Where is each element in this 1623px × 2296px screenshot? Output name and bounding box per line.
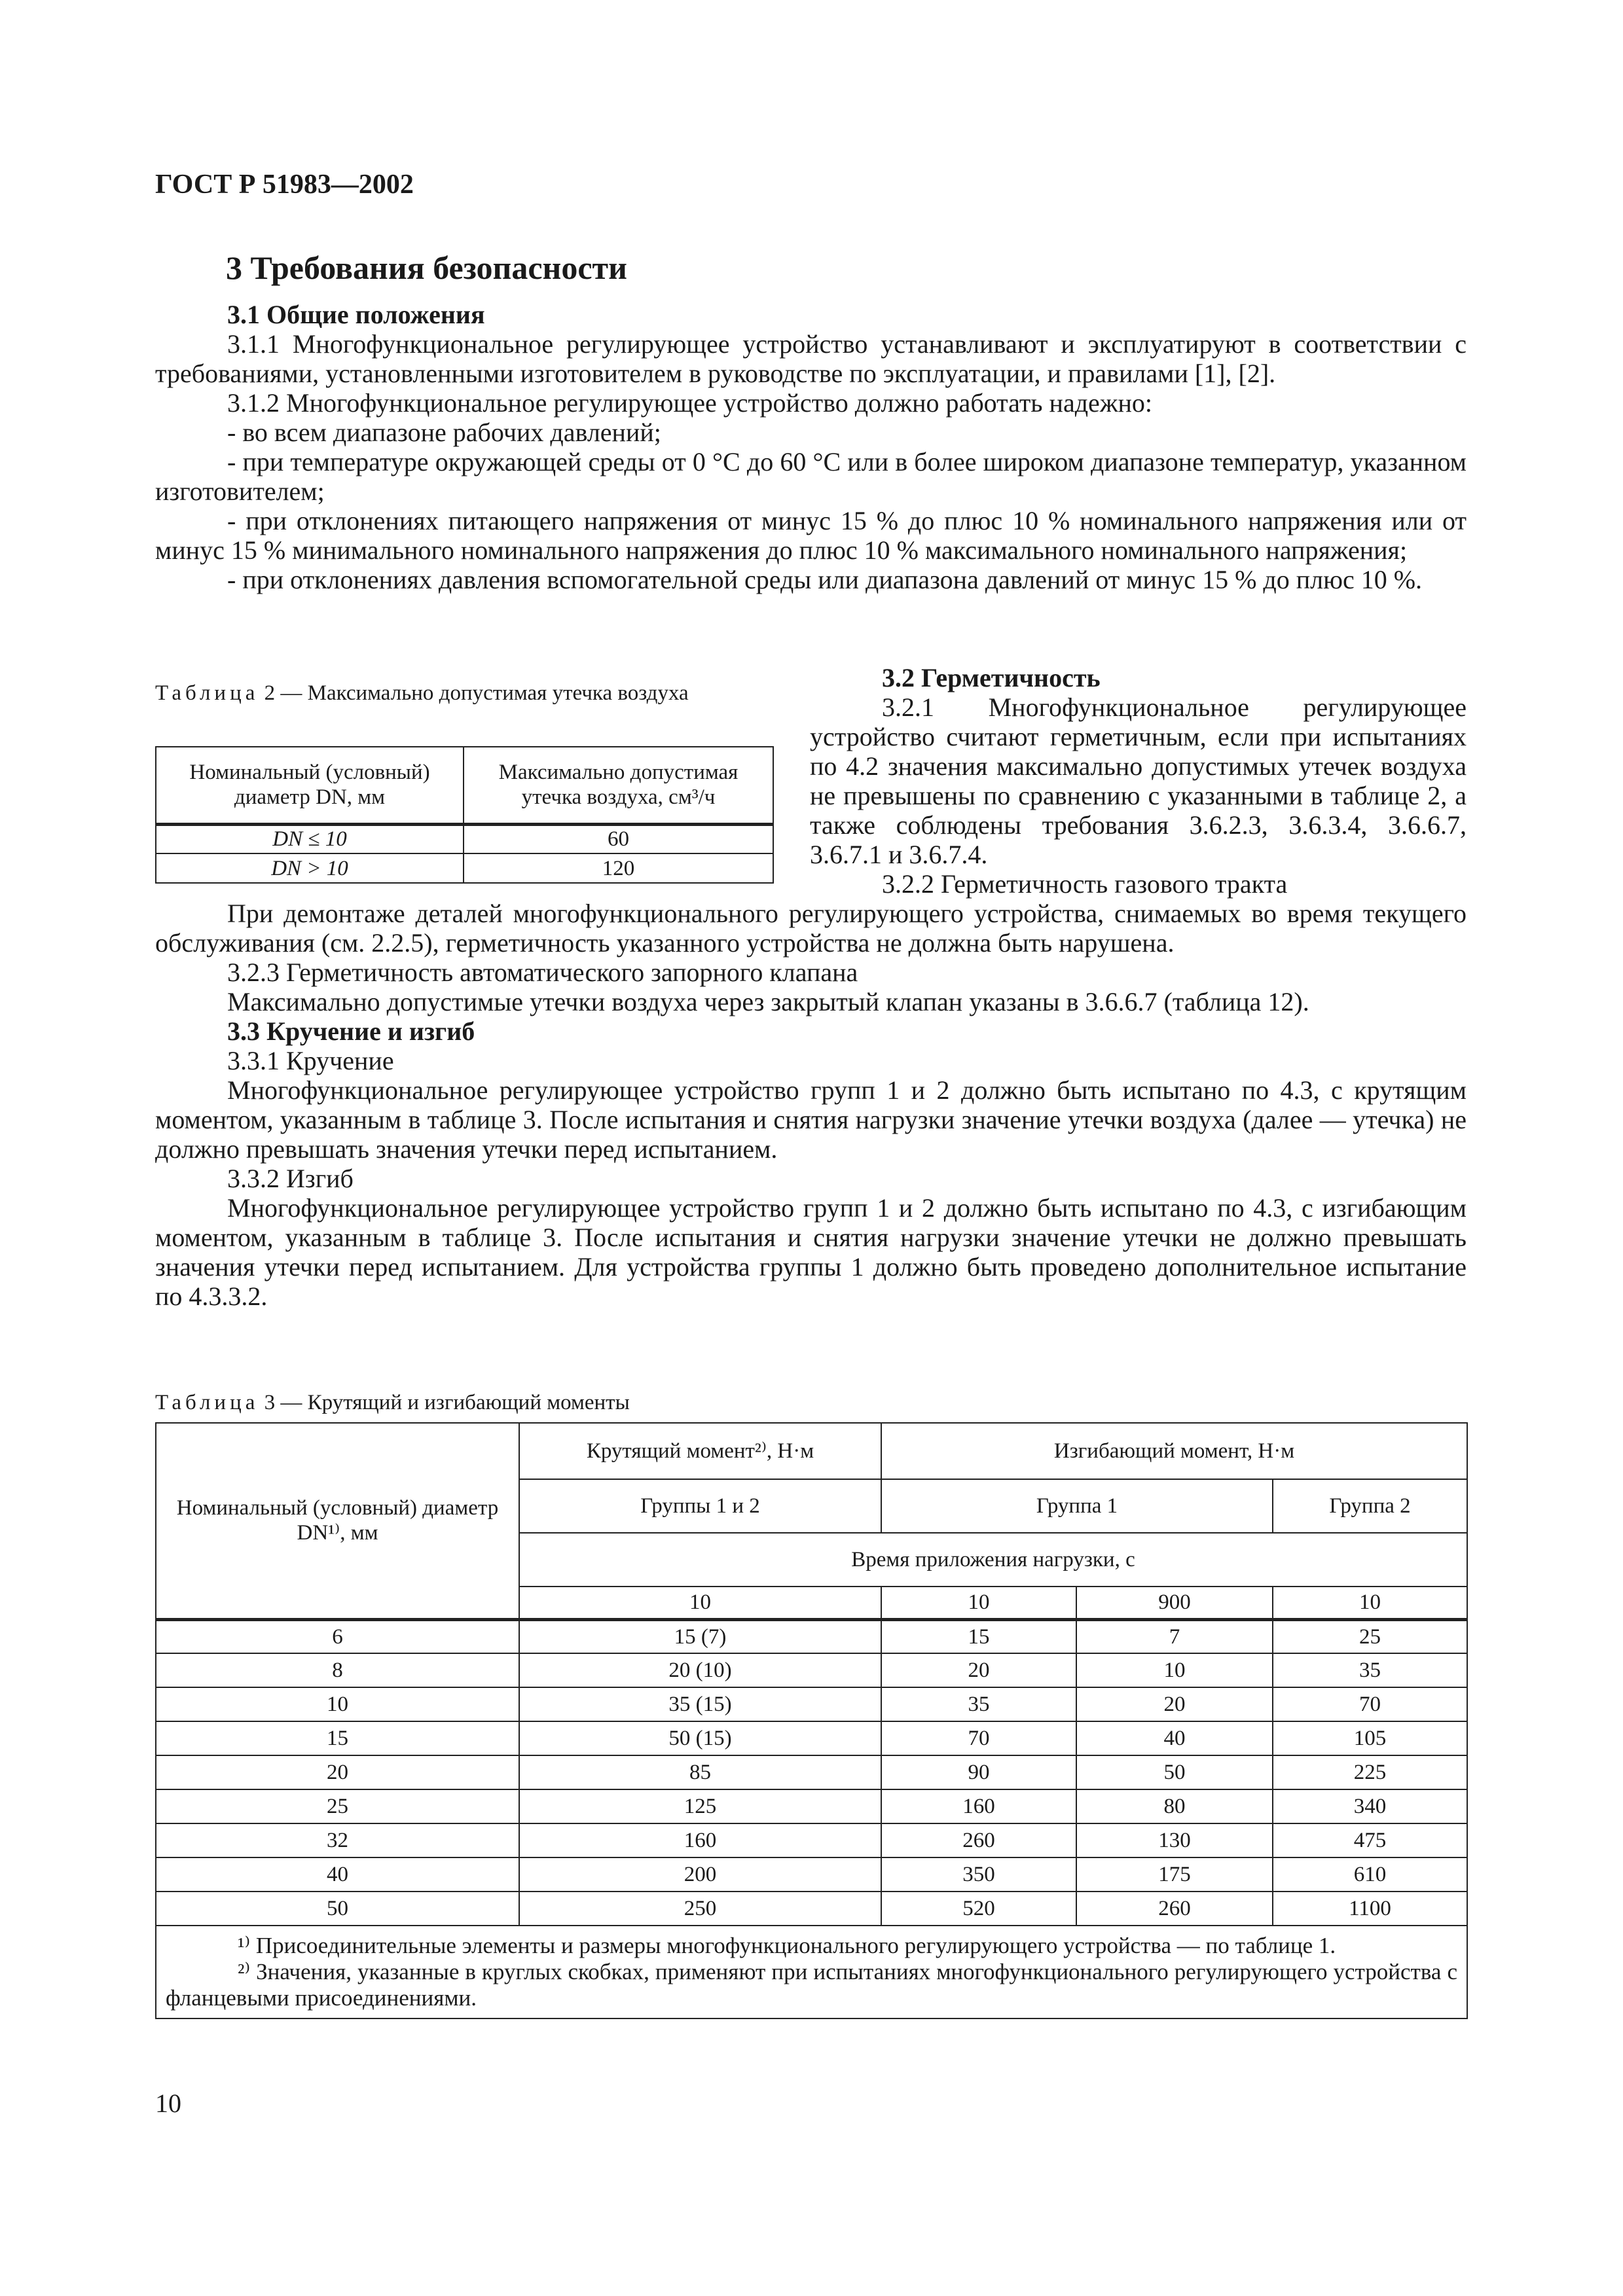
table-cell: 350 [881, 1857, 1076, 1892]
table-caption-text: 3 — Крутящий и изгибающий моменты [264, 1391, 630, 1414]
table-row [156, 1653, 1467, 1687]
table-cell: 125 [519, 1789, 881, 1823]
table-2-caption [155, 681, 744, 706]
table-row [156, 1823, 1467, 1857]
section-3-1-block [155, 300, 1467, 594]
table-cell: 10 [156, 1687, 519, 1721]
table-cell: 35 [881, 1687, 1076, 1721]
table-row [156, 1721, 1467, 1755]
table-cell: 25 [1273, 1619, 1467, 1653]
paragraph-3-3-2-text: Многофункциональное регулирующее устройство групп 1 и 2 должно быть испытано по 4.3, с изгибающим моментом, указанным в таблице 3. После испытания и снятия нагрузки значение утечки не должно превышать значения утечки перед испытанием. Для устройства группы 1 должно быть проведено дополнительное испытание по 4.3.3.2. [155, 1193, 1467, 1311]
table-header-groups-1-2: Группы 1 и 2 [519, 1479, 881, 1533]
table-cell: 6 [156, 1619, 519, 1653]
table-header-group-1: Группа 1 [881, 1479, 1273, 1533]
table-caption-label: Таблица [155, 1391, 259, 1414]
table-cell: 35 (15) [519, 1687, 881, 1721]
paragraph-3-2-3: 3.2.3 Герметичность автоматического запорного клапана [227, 958, 858, 987]
table-header-bend: Изгибающий момент, Н·м [881, 1423, 1467, 1479]
paragraph-3-3-1: 3.3.1 Кручение [227, 1046, 394, 1075]
table-cell: 225 [1273, 1755, 1467, 1789]
paragraph-3-2-3-text: Максимально допустимые утечки воздуха через закрытый клапан указаны в 3.6.6.7 (таблица 12). [227, 987, 1309, 1016]
section-3-2-title: 3.2 Герметичность [882, 663, 1101, 692]
table-cell: 70 [1273, 1687, 1467, 1721]
paragraph-3-2-2: 3.2.2 Герметичность газового тракта [882, 869, 1288, 899]
section-3-2-block [810, 663, 1467, 899]
table-cell: 40 [1076, 1721, 1273, 1755]
table-cell: DN ≤ 10 [156, 824, 464, 853]
table-cell: 25 [156, 1789, 519, 1823]
table-cell: 40 [156, 1857, 519, 1892]
table-cell: 20 (10) [519, 1653, 881, 1687]
table-cell: 200 [519, 1857, 881, 1892]
table-header-time-value: 10 [519, 1587, 881, 1619]
paragraph-3-2-2-text: При демонтаже деталей многофункционального регулирующего устройства, снимаемых во время текущего обслуживания (см. 2.2.5), герметичность указанного устройства не должна быть нарушена. [155, 899, 1467, 958]
table-cell: 175 [1076, 1857, 1273, 1892]
table-header-group-2: Группа 2 [1273, 1479, 1467, 1533]
table-row [156, 1687, 1467, 1721]
table-row [156, 1755, 1467, 1789]
table-3 [155, 1422, 1468, 2019]
table-cell: 50 (15) [519, 1721, 881, 1755]
table-cell: 35 [1273, 1653, 1467, 1687]
table-cell: 610 [1273, 1857, 1467, 1892]
table-cell: 70 [881, 1721, 1076, 1755]
footnote-2: ²⁾ Значения, указанные в круглых скобках, применяют при испытаниях многофункционального регулирующего устройства с фланцевыми присоединениями. [166, 1959, 1457, 2011]
table-cell: 20 [881, 1653, 1076, 1687]
table-header-time: Время приложения нагрузки, с [519, 1533, 1467, 1587]
table-cell: DN > 10 [156, 853, 464, 883]
table-header-torque: Крутящий момент²⁾, Н·м [519, 1423, 881, 1479]
table-header-cell: Номинальный (условный) диаметр DN, мм [156, 747, 464, 824]
table-cell: 50 [156, 1892, 519, 1926]
table-cell: 85 [519, 1755, 881, 1789]
table-cell: 7 [1076, 1619, 1273, 1653]
table-header-dn: Номинальный (условный) диаметр DN¹⁾, мм [156, 1423, 519, 1619]
table-cell: 80 [1076, 1789, 1273, 1823]
table-cell: 260 [881, 1823, 1076, 1857]
section-3-2-continuation [155, 899, 1467, 1311]
table-cell: 32 [156, 1823, 519, 1857]
table-cell: 260 [1076, 1892, 1273, 1926]
document-id: ГОСТ Р 51983—2002 [155, 170, 414, 200]
table-header-time-value: 10 [881, 1587, 1076, 1619]
page-number: 10 [155, 2089, 181, 2118]
table-header-cell: Максимально допустимая утечка воздуха, см³/ч [464, 747, 773, 824]
table-cell: 20 [156, 1755, 519, 1789]
table-cell: 15 [156, 1721, 519, 1755]
table-row [156, 1857, 1467, 1892]
list-item: - во всем диапазоне рабочих давлений; [227, 418, 661, 447]
list-item: - при отклонениях питающего напряжения от минус 15 % до плюс 10 % номинального напряжения или от минус 15 % минимального номинального напряжения до плюс 10 % максимального номинального напряжения; [155, 506, 1467, 565]
table-header-time-value: 10 [1273, 1587, 1467, 1619]
table-cell: 160 [519, 1823, 881, 1857]
table-cell: 10 [1076, 1653, 1273, 1687]
table-cell: 20 [1076, 1687, 1273, 1721]
table-cell: 340 [1273, 1789, 1467, 1823]
paragraph-3-3-1-text: Многофункциональное регулирующее устройство групп 1 и 2 должно быть испытано по 4.3, с крутящим моментом, указанным в таблице 3. После испытания и снятия нагрузки значение утечки воздуха (далее — утечка) не должно превышать значения утечки перед испытанием. [155, 1075, 1467, 1164]
table-cell: 105 [1273, 1721, 1467, 1755]
list-item: - при температуре окружающей среды от 0 °С до 60 °С или в более широком диапазоне температур, указанном изготовителем; [155, 447, 1467, 506]
paragraph-3-1-1: 3.1.1 Многофункциональное регулирующее устройство устанавливают и эксплуатируют в соответствии с требованиями, установленными изготовителем в руководстве по эксплуатации, и правилами [1], [2]. [155, 329, 1467, 388]
section-3-3-title: 3.3 Кручение и изгиб [227, 1016, 475, 1046]
list-item: - при отклонениях давления вспомогательной среды или диапазона давлений от минус 15 % до плюс 10 %. [227, 565, 1423, 594]
table-caption-text: 2 — Максимально допустимая утечка воздуха [264, 681, 689, 705]
table-cell: 60 [464, 824, 773, 853]
table-row [156, 1789, 1467, 1823]
table-cell: 15 (7) [519, 1619, 881, 1653]
table-cell: 90 [881, 1755, 1076, 1789]
table-cell: 130 [1076, 1823, 1273, 1857]
table-footnotes [156, 1926, 1467, 2018]
footnote-1: ¹⁾ Присоединительные элементы и размеры многофункционального регулирующего устройства — по таблице 1. [238, 1933, 1336, 1958]
table-header-time-value: 900 [1076, 1587, 1273, 1619]
table-row [156, 1892, 1467, 1926]
table-cell: 520 [881, 1892, 1076, 1926]
table-cell: 50 [1076, 1755, 1273, 1789]
table-2 [155, 746, 774, 884]
table-cell: 475 [1273, 1823, 1467, 1857]
section-3-title: 3 Требования безопасности [226, 249, 627, 286]
table-cell: 120 [464, 853, 773, 883]
section-3-1-title: 3.1 Общие положения [227, 300, 485, 329]
table-cell: 160 [881, 1789, 1076, 1823]
table-3-caption [155, 1390, 1137, 1415]
table-cell: 15 [881, 1619, 1076, 1653]
paragraph-3-2-1: 3.2.1 Многофункциональное регулирующее устройство считают герметичным, если при испытаниях по 4.2 значения максимально допустимых утечек воздуха не превышены по сравнению с указанными в таблице 2, а также соблюдены требования 3.6.2.3, 3.6.3.4, 3.6.6.7, 3.6.7.1 и 3.6.7.4. [810, 692, 1467, 869]
table-cell: 1100 [1273, 1892, 1467, 1926]
table-cell: 8 [156, 1653, 519, 1687]
paragraph-3-3-2: 3.3.2 Изгиб [227, 1164, 354, 1193]
table-caption-label: Таблица [155, 681, 259, 705]
paragraph-3-1-2: 3.1.2 Многофункциональное регулирующее устройство должно работать надежно: [227, 388, 1152, 418]
table-cell: 250 [519, 1892, 881, 1926]
table-row [156, 1619, 1467, 1653]
